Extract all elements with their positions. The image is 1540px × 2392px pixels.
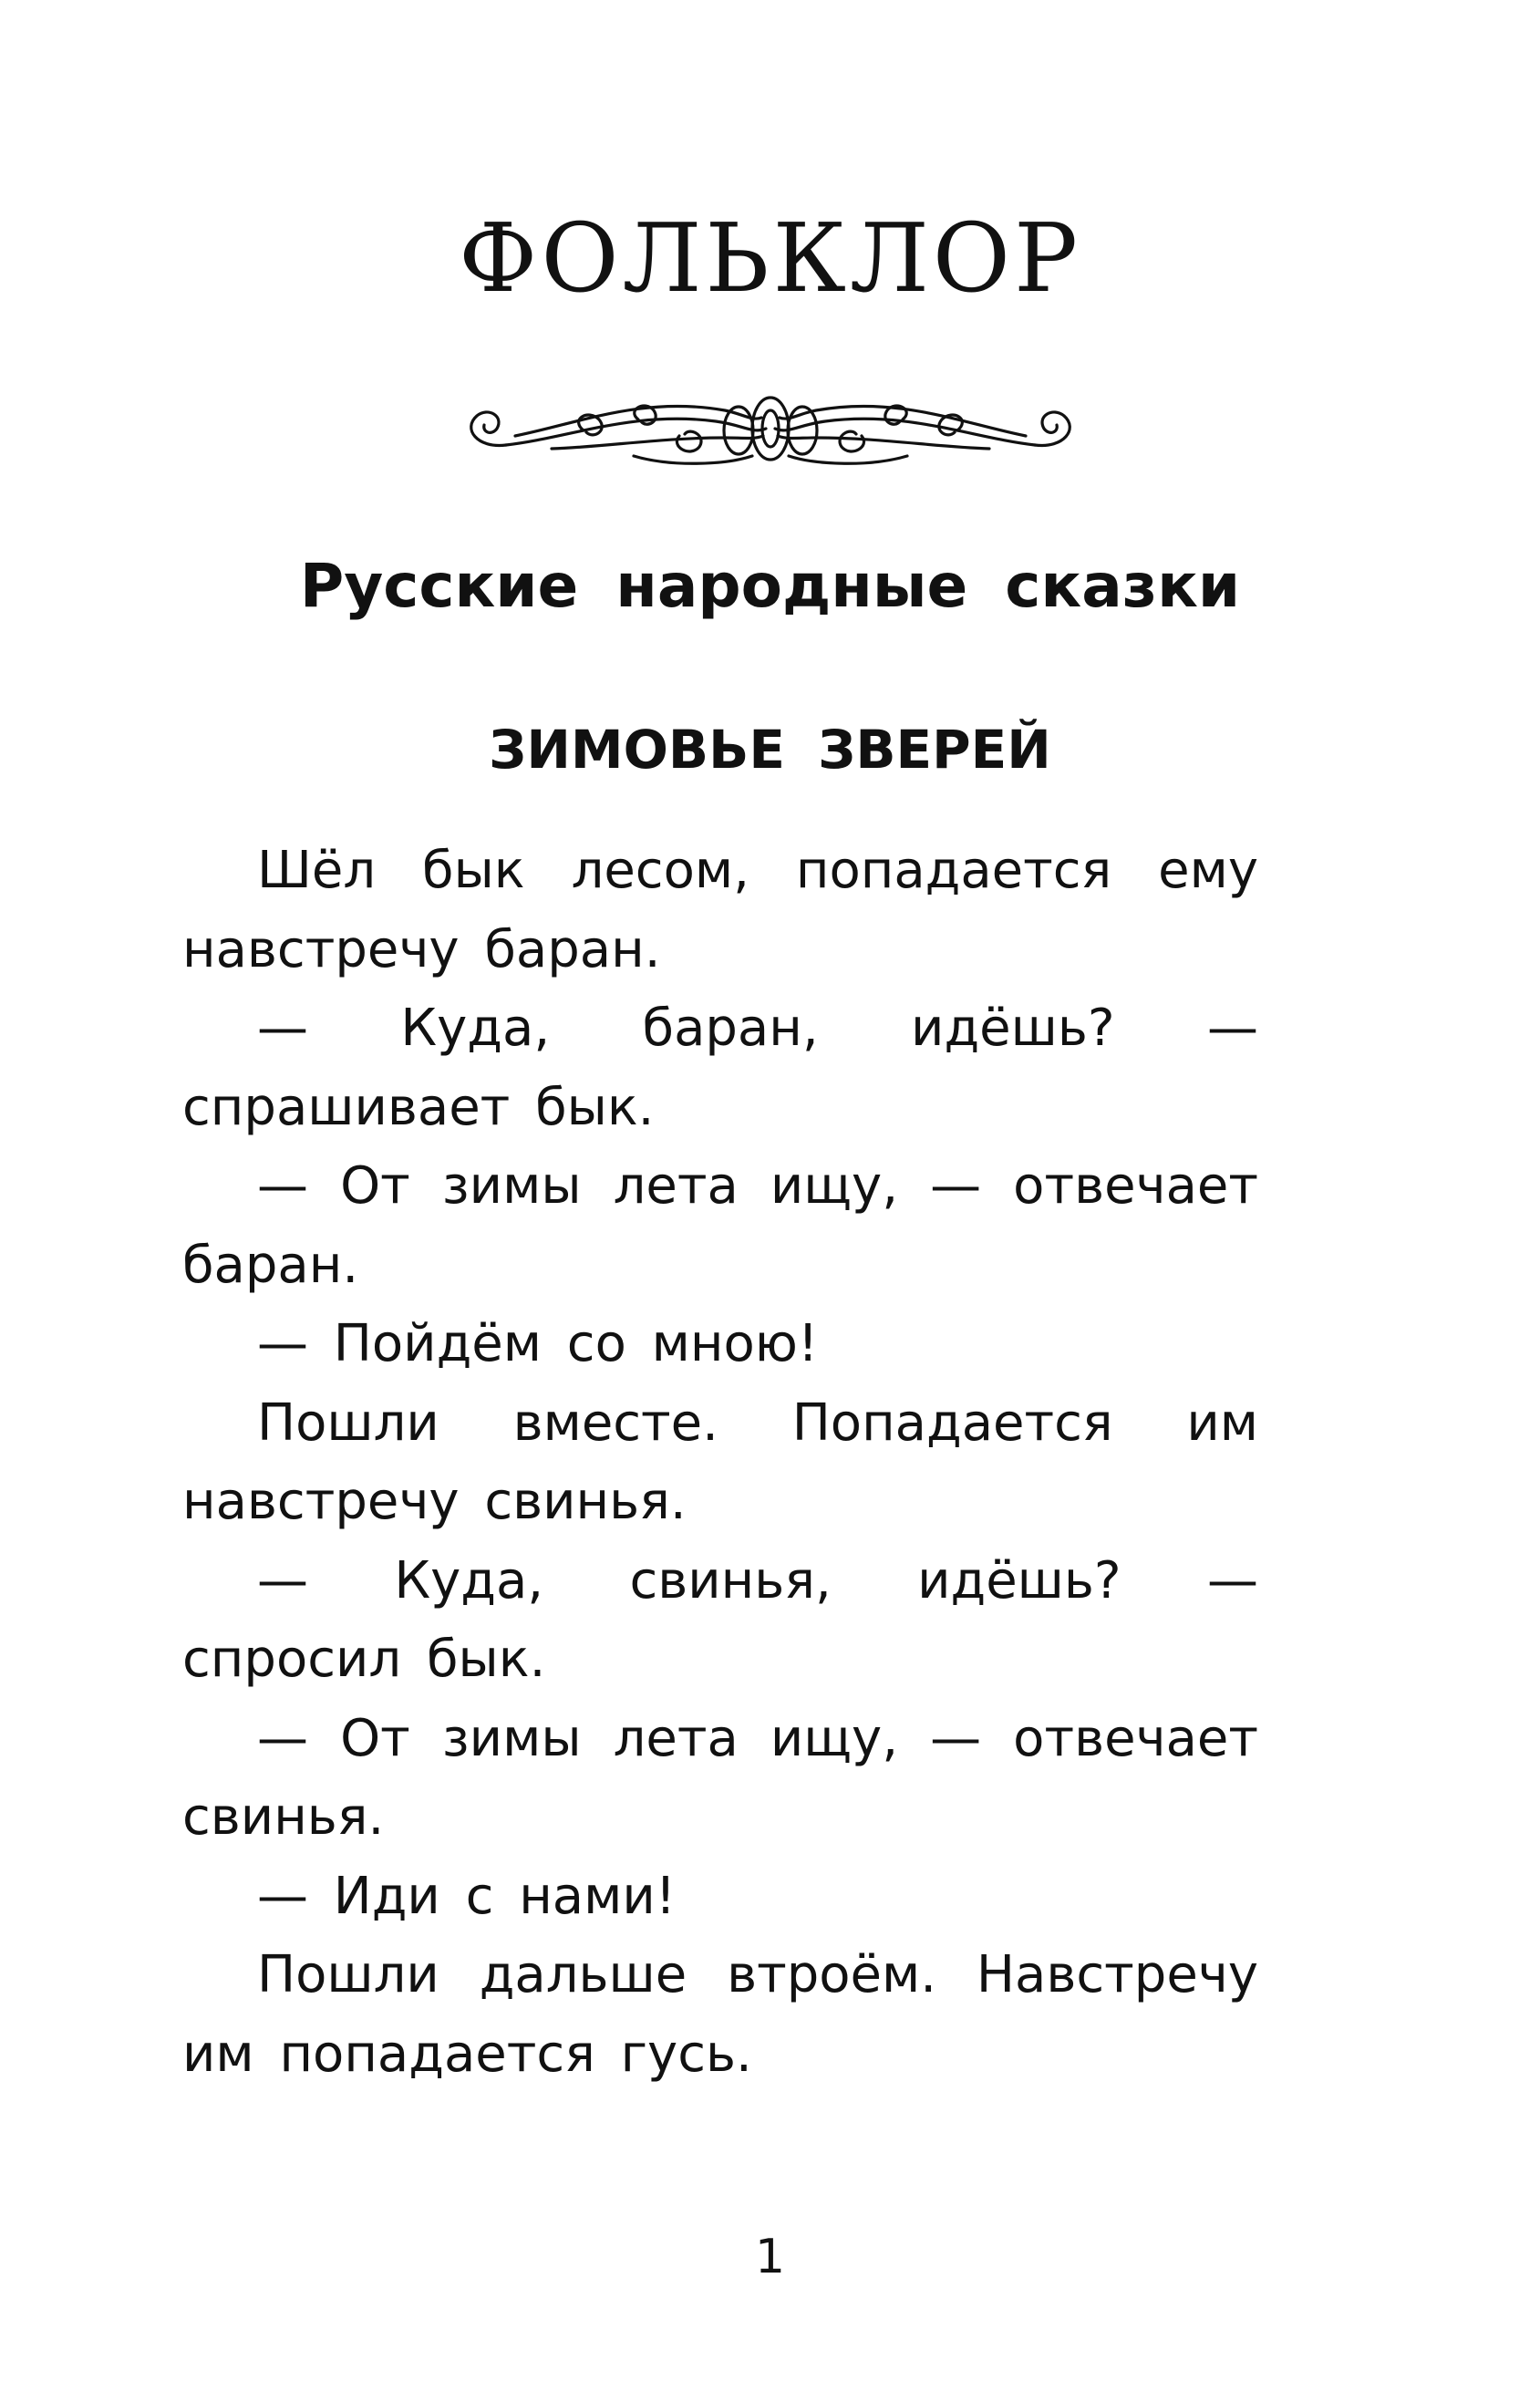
story-text	[182, 832, 1258, 2094]
collection-subtitle: Русские народные сказки	[299, 551, 1241, 621]
story-title: ЗИМОВЬЕ ЗВЕРЕЙ	[489, 719, 1051, 781]
page-number: 1	[754, 2230, 786, 2284]
story-paragraph: — Иди с нами!	[257, 1866, 677, 1926]
story-paragraph: Шёл бык лесом, попадается ему навстречу баран.	[182, 841, 1258, 979]
story-paragraph: Пошли вместе. Попадается им навстречу свинья.	[182, 1393, 1258, 1531]
story-paragraph: Пошли дальше втроём. Навстречу им попадается гусь.	[182, 1945, 1258, 2084]
story-paragraph: — Куда, свинья, идёшь? — спросил бык.	[182, 1550, 1258, 1689]
decorative-flourish-icon	[451, 383, 1090, 474]
story-paragraph: — Куда, баран, идёшь? — спрашивает бык.	[182, 999, 1258, 1137]
story-paragraph: — Пойдём со мною!	[257, 1314, 819, 1373]
story-paragraph: — От зимы лета ищу, — отвечает свинья.	[182, 1708, 1258, 1847]
section-title: ФОЛЬКЛОР	[459, 202, 1081, 314]
story-paragraph: — От зимы лета ищу, — отвечает баран.	[182, 1156, 1258, 1295]
